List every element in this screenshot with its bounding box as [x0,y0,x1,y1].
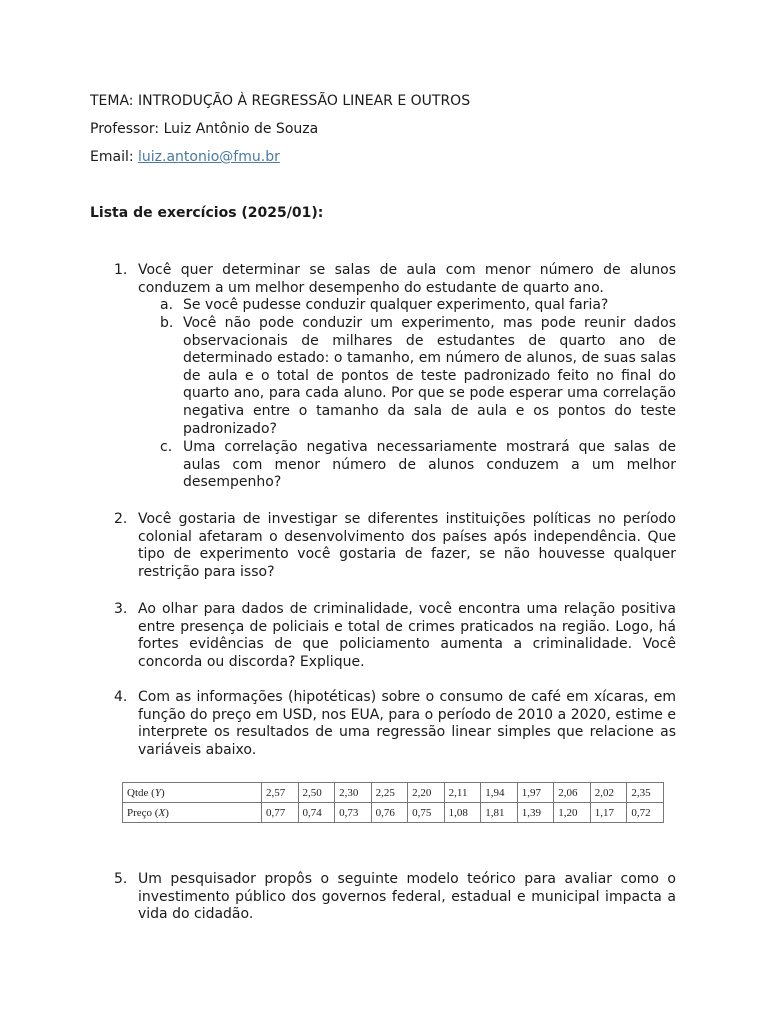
table-cell: 2,30 [335,783,372,803]
table-cell: 2,11 [444,783,481,803]
row-variable: X [158,806,166,819]
table-cell: 1,17 [590,803,627,823]
question-number: 2. [114,511,128,527]
topic-title: TEMA: INTRODUÇÃO À REGRESSÃO LINEAR E OUTROS [90,93,471,109]
table-cell: 2,25 [371,783,408,803]
row-variable: Y [154,786,161,799]
table-cell: 0,73 [335,803,372,823]
table-cell: 2,57 [262,783,299,803]
question-number: 3. [114,601,128,617]
table-cell: 1,94 [481,783,518,803]
table-cell: 1,20 [554,803,591,823]
email-line [90,148,280,166]
table-cell: 2,35 [627,783,664,803]
subquestion-text: Uma correlação negativa necessariamente mostrará que salas de aulas com menor número de alunos conduzem a um melhor desempenho? [183,439,676,491]
table-cell: 2,06 [554,783,591,803]
subquestion-letter: b. [160,315,174,331]
question-text: Com as informações (hipotéticas) sobre o consumo de café em xícaras, em função do preço em USD, nos EUA, para o período de 2010 a 2020, estime e interprete os resultados de uma regressão linear simples que relacione as variáveis abaixo. [138,689,676,758]
subquestion-letter: c. [160,439,173,455]
question-text: Um pesquisador propôs o seguinte modelo teórico para avaliar como o investimento público dos governos federal, estadual e municipal impacta a vida do cidadão. [138,871,676,923]
table-cell: 0,74 [298,803,335,823]
table-cell: 1,97 [517,783,554,803]
exercise-list-title: Lista de exercícios (2025/01): [90,205,324,221]
table-cell: 1,39 [517,803,554,823]
question-number: 4. [114,689,128,705]
row-label: Qtde [127,786,149,799]
professor-line: Professor: Luiz Antônio de Souza [90,121,319,137]
table-cell: 2,20 [408,783,445,803]
question-text: Você quer determinar se salas de aula com menor número de alunos conduzem a um melhor desempenho do estudante de quarto ano. [138,262,676,296]
table-cell: 1,81 [481,803,518,823]
table-cell: 0,75 [408,803,445,823]
row-header-preco: Preço (X) [123,803,262,823]
row-header-qtde: Qtde (Y) [123,783,262,803]
table-cell: 2,50 [298,783,335,803]
subquestion-text: Você não pode conduzir um experimento, mas pode reunir dados observacionais de milhares de estudantes de quarto ano de determinado estado: o tamanho, em número de alunos, de suas salas de aula e o total de pontos de teste padronizado feito no final do quarto ano, para cada aluno. Por que se pode esperar uma correlação negativa entre o tamanho da sala de aula e os pontos do teste padronizado? [183,315,676,437]
subquestion-text: Se você pudesse conduzir qualquer experimento, qual faria? [183,297,609,313]
email-label: Email: [90,149,139,165]
question-text: Ao olhar para dados de criminalidade, você encontra uma relação positiva entre presença de policiais e total de crimes praticados na região. Logo, há fortes evidências de que policiamento aumenta a criminalidade. Você concorda ou discorda? Explique. [138,601,676,670]
table-row-qtde [123,783,664,803]
row-label: Preço [127,806,153,819]
table-cell: 0,77 [262,803,299,823]
table-cell: 1,08 [444,803,481,823]
table-cell: 0,76 [371,803,408,823]
email-link[interactable]: luiz.antonio@fmu.br [138,149,280,165]
question-number: 5. [114,871,128,887]
question-text: Você gostaria de investigar se diferentes instituições políticas no período colonial afetaram o desenvolvimento dos países após independência. Que tipo de experimento você gostaria de fazer, se não houvesse qualquer restrição para isso? [138,511,676,580]
table-row-preco [123,803,664,823]
subquestion-letter: a. [160,297,174,313]
question-number: 1. [114,262,128,278]
table-cell: 0,72 [627,803,664,823]
table-cell: 2,02 [590,783,627,803]
coffee-data-table [122,782,664,823]
